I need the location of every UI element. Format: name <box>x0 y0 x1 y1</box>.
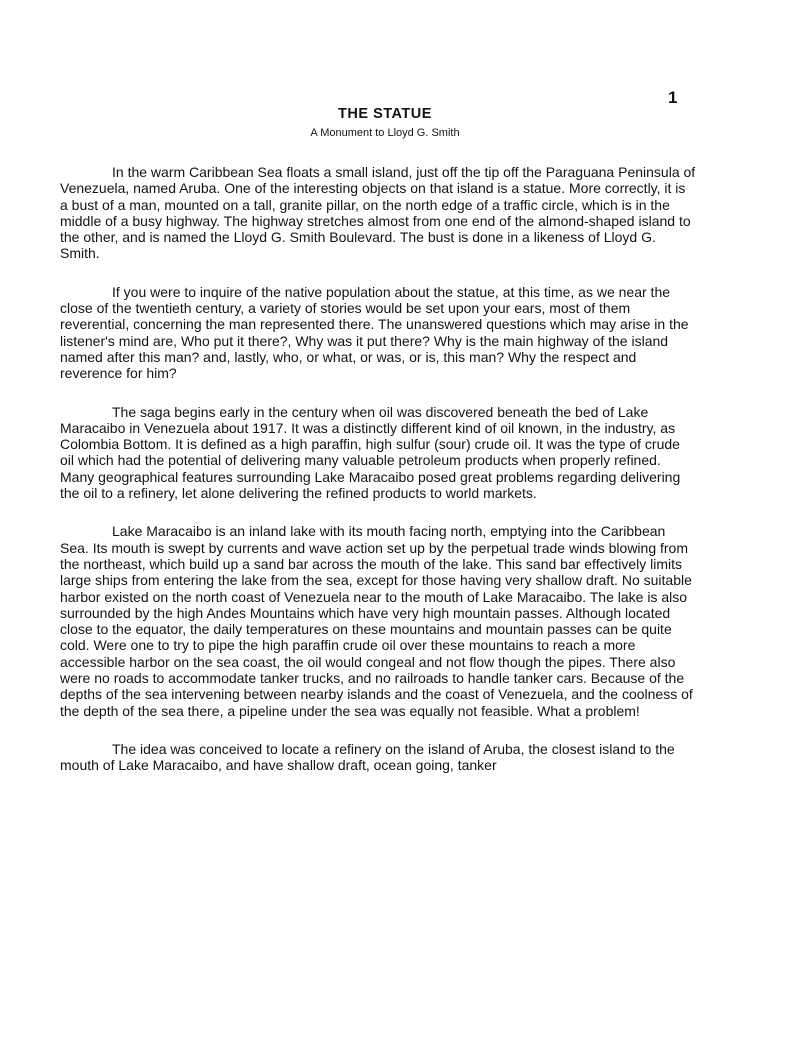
document-subtitle: A Monument to Lloyd G. Smith <box>310 127 460 139</box>
body-text <box>60 164 696 774</box>
paragraph-3: The saga begins early in the century when oil was discovered beneath the bed of Lake Maracaibo in Venezuela about 1917. It was a distinctly different kind of oil known, in the industry, as Colombia Bottom. It is defined as a high paraffin, high sulfur (sour) crude oil. It was the type of crude oil which had the potential of delivering many valuable petroleum products when properly refined. Many geographical features surrounding Lake Maracaibo posed great problems regarding delivering the oil to a refinery, let alone delivering the refined products to world markets. <box>60 403 681 502</box>
document-title: THE STATUE <box>338 106 432 122</box>
page-number: 1 <box>668 88 678 107</box>
paragraph-1: In the warm Caribbean Sea floats a small island, just off the tip off the Paraguana Peninsula of Venezuela, named Aruba. One of the interesting objects on that island is a statue. More correctly, it is a bust of a man, mounted on a tall, granite pillar, on the north edge of a traffic circle, which is in the middle of a busy highway. The highway stretches almost from one end of the almond-shaped island to the other, and is named the Lloyd G. Smith Boulevard. The bust is done in a likeness of Lloyd G. Smith. <box>60 164 696 262</box>
paragraph-5: The idea was conceived to locate a refinery on the island of Aruba, the closest island to the mouth of Lake Maracaibo, and have shallow draft, ocean going, tanker <box>60 740 675 774</box>
paragraph-4: Lake Maracaibo is an inland lake with its mouth facing north, emptying into the Caribbean Sea. Its mouth is swept by currents and wave action set up by the perpetual trade winds blowing from the northeast, which build up a sand bar across the mouth of the lake. This sand bar effectively limits large ships from entering the lake from the sea, except for those having very shallow draft. No suitable harbor existed on the north coast of Venezuela near to the mouth of Lake Maracaibo. The lake is also surrounded by the high Andes Mountains which have very high mountain passes. Although located close to the equator, the daily temperatures on these mountains and mountain passes can be quite cold. Were one to try to pipe the high paraffin crude oil over these mountains to reach a more accessible harbor on the sea coast, the oil would congeal and not flow though the pipes. There also were no roads to accommodate tanker trucks, and no railroads to handle tanker cars. Because of the depths of the sea intervening between nearby islands and the coast of Venezuela, and the coolness of the depth of the sea there, a pipeline under the sea was equally not feasible. What a problem! <box>60 523 693 719</box>
paragraph-2: If you were to inquire of the native population about the statue, at this time, as we near the close of the twentieth century, a variety of stories would be set upon your ears, most of them reverential, concerning the man represented there. The unanswered questions which may arise in the listener's mind are, Who put it there?, Why was it put there? Why is the main highway of the island named after this man? and, lastly, who, or what, or was, or is, this man? Why the respect and reverence for him? <box>60 283 689 382</box>
